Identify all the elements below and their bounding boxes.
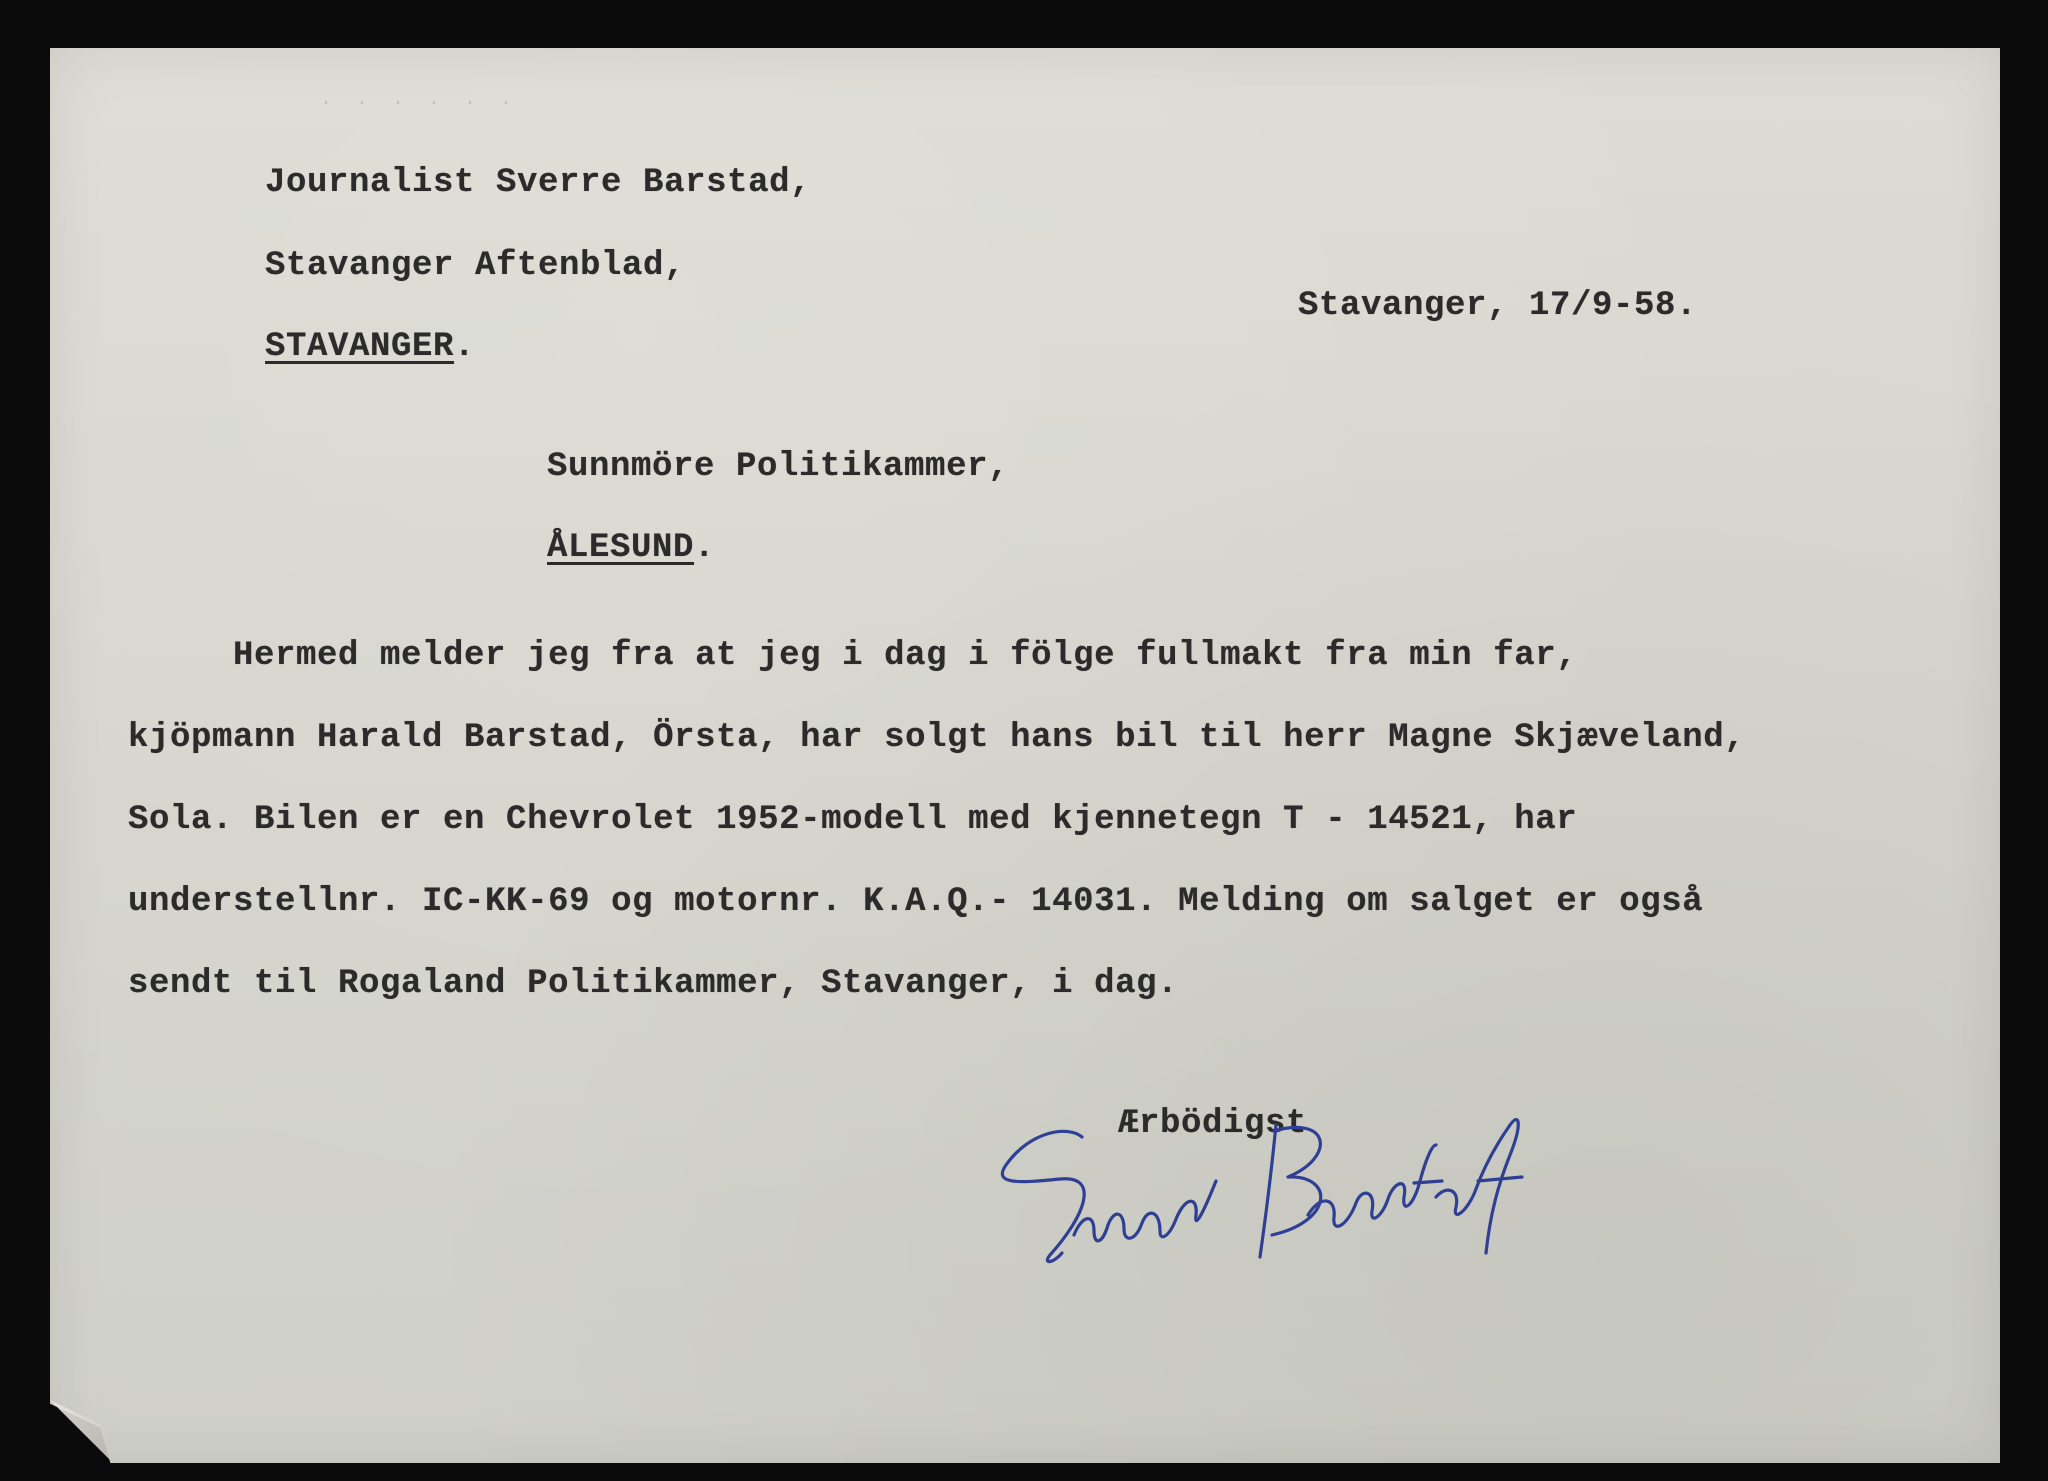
sender-city: STAVANGER — [265, 328, 455, 366]
handwritten-signature — [990, 1085, 1600, 1285]
signature-stroke-verre — [1074, 1181, 1216, 1241]
place-date: Stavanger, 17/9-58. — [1298, 287, 1698, 325]
closing: Ærbödigst — [1118, 1105, 1308, 1143]
faint-marks: · · · · · · — [320, 92, 519, 115]
body-line-2: kjöpmann Harald Barstad, Örsta, har solgt hans bil til herr Magne Skjæveland, — [128, 719, 1746, 757]
signature-stroke-b — [1260, 1125, 1321, 1257]
signature-stroke-arstad — [1308, 1120, 1522, 1253]
recipient-city-line — [547, 528, 715, 568]
sender-organization: Stavanger Aftenblad, — [265, 247, 686, 285]
sender-name: Journalist Sverre Barstad, — [265, 164, 812, 202]
recipient-city: ÅLESUND — [547, 529, 695, 567]
body-line-3: Sola. Bilen er en Chevrolet 1952-modell med kjennetegn T - 14521, har — [128, 801, 1578, 839]
recipient-name: Sunnmöre Politikammer, — [547, 448, 1010, 486]
body-line-1: Hermed melder jeg fra at jeg i dag i fölge fullmakt fra min far, — [128, 637, 1578, 675]
body-line-5: sendt til Rogaland Politikammer, Stavanger, i dag. — [128, 965, 1179, 1003]
sender-city-line — [265, 327, 475, 367]
body-line-4: understellnr. IC-KK-69 og motornr. K.A.Q.- 14031. Melding om salget er også — [128, 883, 1704, 921]
signature-stroke-s — [1002, 1131, 1084, 1261]
recipient-city-period: . — [694, 529, 716, 567]
sender-city-period: . — [454, 328, 476, 366]
